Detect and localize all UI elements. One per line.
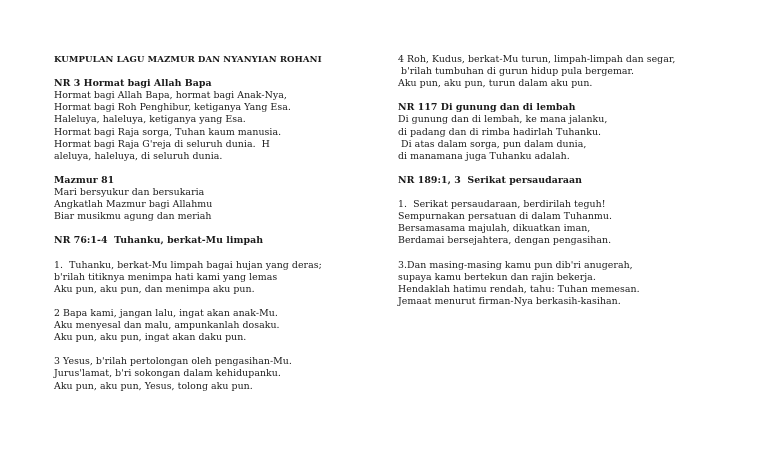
text-line: 2 Bapa kami, jangan lalu, ingat akan anak-Mu. xyxy=(54,307,278,319)
document-title: KUMPULAN LAGU MAZMUR DAN NYANYIAN ROHANI xyxy=(54,55,322,65)
song-heading: NR 189:1, 3 Serikat persaudaraan xyxy=(398,174,582,186)
text-line: di padang dan di rimba hadirlah Tuhanku. xyxy=(398,126,602,138)
text-line: Sempurnakan persatuan di dalam Tuhanmu. xyxy=(398,211,612,223)
text-line: Hormat bagi Allah Bapa, hormat bagi Anak-Nya, xyxy=(54,90,287,102)
text-line: Di gunung dan di lembah, ke mana jalanku, xyxy=(398,114,608,126)
blank-line xyxy=(54,296,374,308)
text-line: b'rilah tumbuhan di gurun hidup pula bergemar. xyxy=(398,66,635,78)
blank-line xyxy=(54,66,374,78)
blank-line xyxy=(398,248,718,260)
text-line: Bersamasama majulah, dikuatkan iman, xyxy=(398,223,591,235)
text-line: supaya kamu bertekun dan rajin bekerja. xyxy=(398,271,596,283)
song-heading: NR 117 Di gunung dan di lembah xyxy=(398,102,576,114)
text-line: Aku pun, aku pun, ingat akan daku pun. xyxy=(54,332,247,344)
left-column xyxy=(54,54,374,393)
text-line: 1. Serikat persaudaraan, berdirilah teguh! xyxy=(398,199,606,211)
text-line: 3 Yesus, b'rilah pertolongan oleh pengasihan-Mu. xyxy=(54,356,292,368)
text-line: Biar musikmu agung dan meriah xyxy=(54,211,212,223)
song-heading: Mazmur 81 xyxy=(54,174,115,186)
text-line: di manamana juga Tuhanku adalah. xyxy=(398,150,570,162)
text-line: Aku pun, aku pun, turun dalam aku pun. xyxy=(398,78,593,90)
song-heading: NR 3 Hormat bagi Allah Bapa xyxy=(54,78,212,90)
text-line: 1. Tuhanku, berkat-Mu limpah bagai hujan yang deras; xyxy=(54,259,322,271)
text-line: Angkatlah Mazmur bagi Allahmu xyxy=(54,199,213,211)
text-line: Jurus'lamat, b'ri sokongan dalam kehidupanku. xyxy=(54,368,281,380)
text-line: Hormat bagi Roh Penghibur, ketiganya Yang Esa. xyxy=(54,102,291,114)
text-line: Mari bersyukur dan bersukaria xyxy=(54,187,205,199)
blank-line xyxy=(54,223,374,235)
text-line: Hormat bagi Raja G'reja di seluruh dunia. H xyxy=(54,138,270,150)
blank-line xyxy=(398,187,718,199)
text-line: aleluya, haleluya, di seluruh dunia. xyxy=(54,150,223,162)
text-line: Jemaat menurut firman-Nya berkasih-kasihan. xyxy=(398,295,621,307)
text-line: 3.Dan masing-masing kamu pun dib'ri anugerah, xyxy=(398,259,633,271)
blank-line xyxy=(54,163,374,175)
text-line: b'rilah titiknya menimpa hati kami yang lemas xyxy=(54,271,278,283)
song-heading: NR 76:1-4 Tuhanku, berkat-Mu limpah xyxy=(54,235,264,247)
text-line: 4 Roh, Kudus, berkat-Mu turun, limpah-limpah dan segar, xyxy=(398,54,676,65)
text-line: Aku pun, aku pun, Yesus, tolong aku pun. xyxy=(54,380,253,392)
blank-line xyxy=(54,344,374,356)
blank-line xyxy=(398,90,718,102)
blank-line xyxy=(54,248,374,260)
blank-line xyxy=(398,163,718,175)
text-line: Aku menyesal dan malu, ampunkanlah dosaku. xyxy=(54,320,280,332)
right-column xyxy=(398,54,718,308)
text-line: Di atas dalam sorga, pun dalam dunia, xyxy=(398,138,587,150)
text-line: Hormat bagi Raja sorga, Tuhan kaum manusia. xyxy=(54,126,282,138)
text-line: Haleluya, haleluya, ketiganya yang Esa. xyxy=(54,114,246,126)
text-line: Aku pun, aku pun, dan menimpa aku pun. xyxy=(54,283,255,295)
text-line: Berdamai bersejahtera, dengan pengasihan. xyxy=(398,235,612,247)
text-line: Hendaklah hatimu rendah, tahu: Tuhan memesan. xyxy=(398,283,640,295)
